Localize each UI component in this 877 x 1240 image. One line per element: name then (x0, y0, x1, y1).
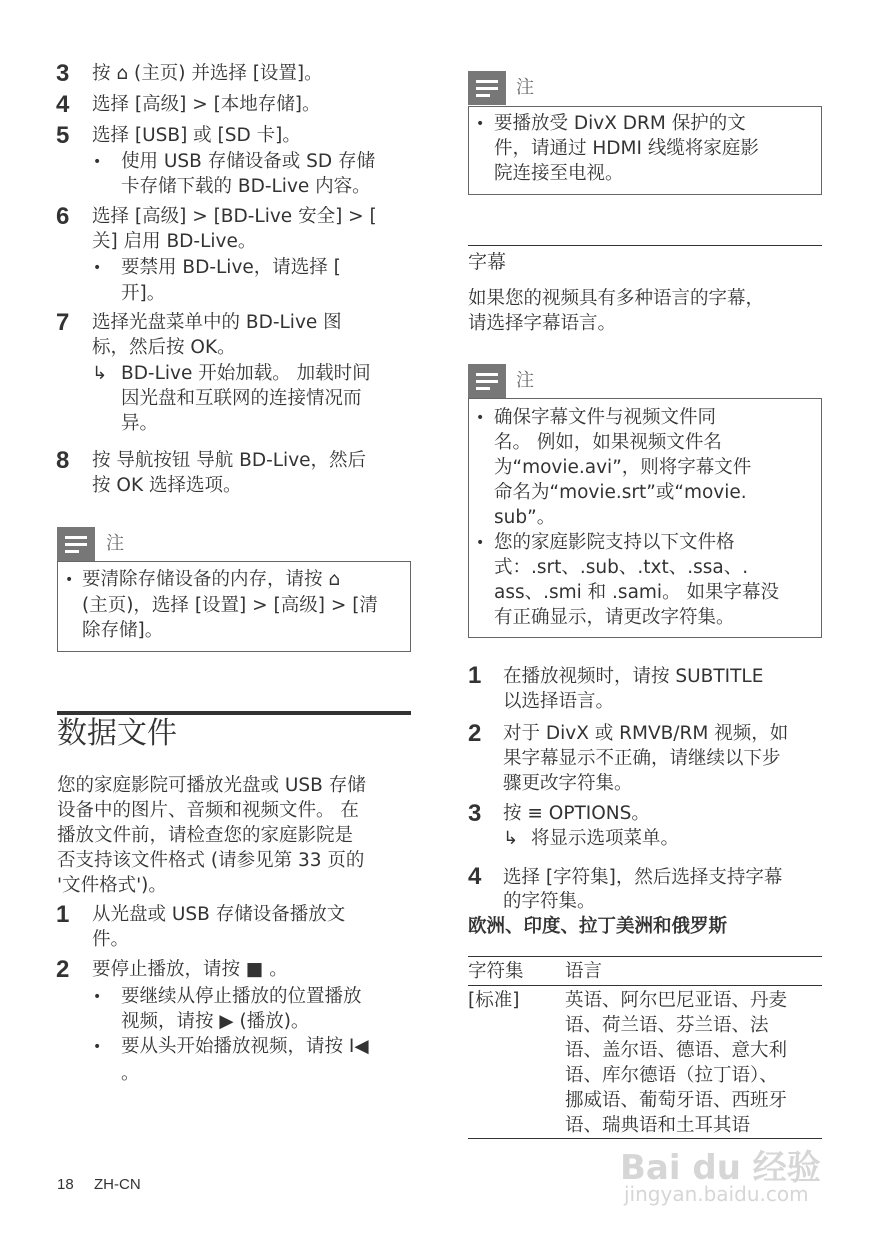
step-text: 的字符集。 (503, 891, 596, 912)
note-icon (468, 71, 506, 105)
bullet-line: 要继续从停止播放的位置播放 (121, 986, 362, 1007)
result-line: 因光盘和互联网的连接情况而 (121, 388, 362, 409)
note-line: 名。 例如，如果视频文件名 (494, 432, 722, 453)
note-line: 为“movie.avi”，则将字幕文件 (494, 457, 752, 478)
bullet-line: 使用 USB 存储设备或 SD 存储 (121, 151, 375, 172)
step-text: 以选择语言。 (503, 691, 615, 712)
step-text: 按 ⌂ (主页) 并选择 [设置]。 (92, 63, 323, 84)
section-rule (57, 711, 411, 715)
section-rule (468, 245, 822, 246)
step-number: 8 (56, 447, 70, 474)
note-line: 有正确显示，请更改字符集。 (494, 607, 735, 628)
step-text: 选择 [字符集]，然后选择支持字幕 (503, 867, 783, 888)
step-text: 对于 DivX 或 RMVB/RM 视频，如 (503, 723, 789, 744)
watermark-url: jingyan.baidu.com (624, 1182, 809, 1206)
note-label: 注 (516, 370, 534, 391)
intro-line: 您的家庭影院可播放光盘或 USB 存储 (57, 775, 366, 796)
note-label: 注 (106, 533, 124, 554)
note-line: 件，请通过 HDMI 线缆将家庭影 (494, 138, 759, 159)
bullet-dot: • (93, 154, 102, 170)
table-cell-language: 语、盖尔语、德语、意大利 (565, 1040, 788, 1061)
intro-line: 设备中的图片、音频和视频文件。 在 (57, 800, 359, 821)
note-line: 确保字幕文件与视频文件同 (494, 407, 717, 428)
section-subtitle: 字幕 (468, 251, 507, 273)
step-text: 从光盘或 USB 存储设备播放文 (92, 904, 346, 925)
note-line: sub”。 (494, 507, 556, 528)
step-text: 选择 [高级] > [本地存储]。 (92, 94, 321, 115)
step-text: 选择 [USB] 或 [SD 卡]。 (92, 125, 301, 146)
step-text: 件。 (92, 929, 130, 950)
note-icon (57, 527, 95, 561)
bullet-dot: • (476, 116, 485, 132)
table-cell-language: 语、荷兰语、芬兰语、法 (565, 1015, 769, 1036)
intro-line: 否支持该文件格式 (请参见第 33 页的 (57, 850, 365, 871)
intro-line: 如果您的视频具有多种语言的字幕， (468, 288, 765, 309)
step-text: 按 OK 选择选项。 (92, 475, 242, 496)
step-number: 2 (468, 720, 482, 747)
table-header-charset: 字符集 (468, 961, 524, 982)
bullet-dot: • (65, 572, 74, 588)
bullet-line: 。 (121, 1063, 140, 1084)
table-header-language: 语言 (565, 961, 603, 982)
step-text: 骤更改字符集。 (503, 773, 633, 794)
step-number: 6 (56, 203, 70, 230)
step-text: 选择光盘菜单中的 BD-Live 图 (92, 312, 342, 333)
result-line: BD-Live 开始加载。 加载时间 (121, 363, 371, 384)
step-number: 1 (468, 662, 482, 689)
page-number: 18 (57, 1176, 74, 1193)
intro-line: 播放文件前，请检查您的家庭影院是 (57, 825, 354, 846)
step-number: 7 (56, 309, 70, 336)
result-line: 异。 (121, 413, 159, 434)
step-text: 关] 启用 BD-Live。 (92, 231, 257, 252)
step-text: 要停止播放，请按 ■ 。 (92, 959, 288, 980)
note-icon (468, 364, 506, 398)
bullet-dot: • (476, 410, 485, 426)
step-number: 4 (56, 91, 70, 118)
intro-line: '文件格式')。 (57, 875, 167, 896)
note-line: (主页)，选择 [设置] > [高级] > [清 (82, 595, 378, 616)
intro-line: 请选择字幕语言。 (468, 313, 617, 334)
result-arrow-icon: ↳ (503, 828, 519, 849)
step-text: 标，然后按 OK。 (92, 337, 236, 358)
bullet-line: 开]。 (121, 283, 166, 304)
bullet-dot: • (476, 535, 485, 551)
step-text: 选择 [高级] > [BD-Live 安全] > [ (92, 206, 377, 227)
table-title: 欧洲、印度、拉丁美洲和俄罗斯 (468, 916, 728, 937)
table-cell-charset: [标准] (468, 990, 520, 1011)
note-line: ass、.smi 和 .sami。 如果字幕没 (494, 582, 779, 603)
bullet-dot: • (93, 1039, 102, 1055)
table-cell-language: 语、瑞典语和土耳其语 (565, 1115, 751, 1136)
watermark-logo: Bai du 经验 (620, 1148, 821, 1188)
step-number: 4 (468, 863, 482, 890)
table-header-rule (468, 985, 822, 986)
table-bottom-rule (468, 1138, 822, 1139)
bullet-line: 要从头开始播放视频，请按 I◀ (121, 1036, 369, 1057)
step-number: 1 (56, 901, 70, 928)
note-line: 命名为“movie.srt”或“movie. (494, 482, 747, 503)
note-line: 您的家庭影院支持以下文件格 (494, 532, 735, 553)
language-code: ZH-CN (94, 1176, 141, 1193)
bullet-line: 卡存储下载的 BD-Live 内容。 (121, 176, 371, 197)
note-line: 除存储]。 (82, 620, 164, 641)
table-top-rule (468, 956, 822, 957)
table-cell-language: 英语、阿尔巴尼亚语、丹麦 (565, 990, 788, 1011)
bullet-line: 要禁用 BD-Live，请选择 [ (121, 257, 341, 278)
bullet-dot: • (93, 260, 102, 276)
step-text: 按 ≡ OPTIONS。 (503, 803, 650, 824)
step-number: 3 (56, 60, 70, 87)
table-cell-language: 语、库尔德语（拉丁语）、 (565, 1065, 778, 1086)
note-label: 注 (516, 77, 534, 98)
step-text: 果字幕显示不正确，请继续以下步 (503, 748, 781, 769)
bullet-dot: • (93, 989, 102, 1005)
note-line: 要播放受 DivX DRM 保护的文 (494, 113, 746, 134)
step-number: 3 (468, 800, 482, 827)
step-number: 2 (56, 956, 70, 983)
result-arrow-icon: ↳ (92, 363, 108, 384)
bullet-line: 视频，请按 ▶ (播放)。 (121, 1011, 310, 1032)
note-line: 院连接至电视。 (494, 163, 624, 184)
result-line: 将显示选项菜单。 (531, 828, 680, 849)
table-cell-language: 挪威语、葡萄牙语、西班牙 (565, 1090, 788, 1111)
step-text: 在播放视频时，请按 SUBTITLE (503, 666, 764, 687)
section-title: 数据文件 (57, 716, 177, 751)
note-line: 式：.srt、.sub、.txt、.ssa、. (494, 557, 749, 578)
note-line: 要清除存储设备的内存，请按 ⌂ (82, 569, 341, 590)
step-text: 按 导航按钮 导航 BD-Live，然后 (92, 450, 367, 471)
step-number: 5 (56, 122, 70, 149)
